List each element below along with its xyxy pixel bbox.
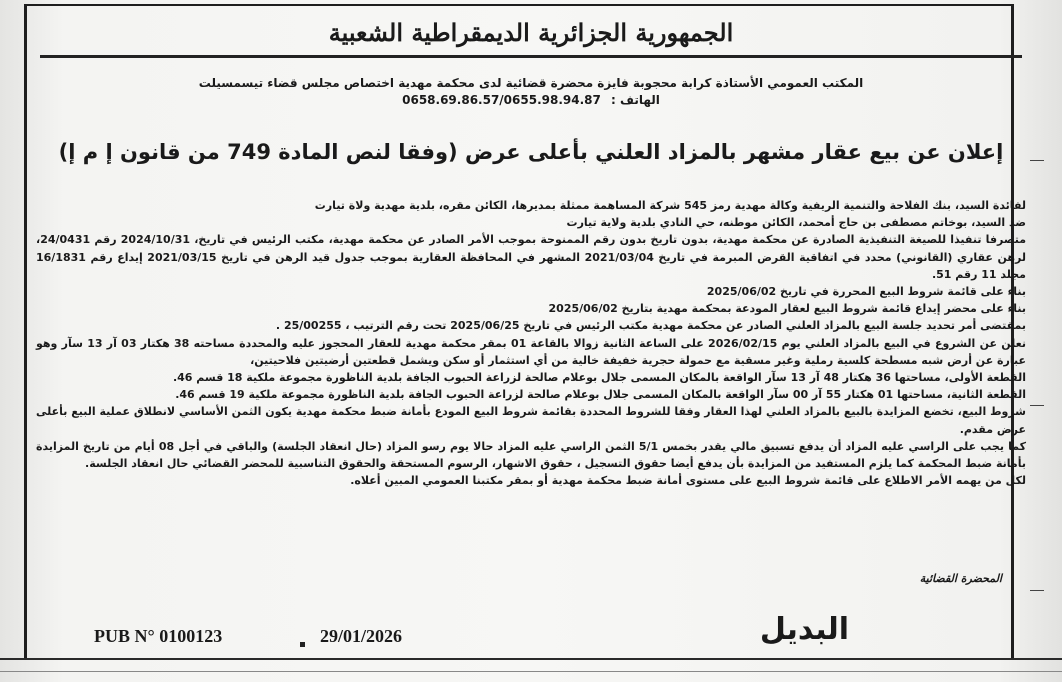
announcement-body [36,197,1026,489]
bottom-rule-thin [0,671,1062,672]
margin-mark [1030,590,1044,591]
newspaper-name: البديل [759,612,849,647]
paragraph-plot-one: القطعة الأولى، مساحتها 36 هكتار 48 آر 13 سآر الواقعة بالمكان المسمى جلال بوعلام صالحة لزراعة الحبوب الجافة بلدية الناظورة مجموعة ملكية 18 قسم 46. [172,371,1026,385]
paragraph-beneficiary: لفائدة السيد، بنك الفلاحة والتنمية الريفية وكالة مهدية رمز 545 شركة المساهمة ممثلة بمديرها، الكائن مقره، بلدية مهدية ولاة تيارت [314,199,1026,212]
paragraph-plot-two: القطعة الثانية، مساحتها 01 هكتار 55 آر 00 سآر الواقعة بالمكان المسمى جلال بوعلام صالحة لزراعة الحبوب الجافة بلدية الناظورة مجموعة ملكية 19 قسم 46. [175,388,1026,402]
paragraph-consultation: لكل من يهمه الأمر الاطلاع على قائمة شروط البيع على مستوى أمانة ضبط محكمة مهدية أو بمقر مكتبنا العمومي المبين أعلاه. [350,474,1026,488]
announcement-heading: إعلان عن بيع عقار مشهر بالمزاد العلني بأعلى عرض (وفقا لنص المادة 749 من قانون إ م إ) [58,140,1004,164]
phone-numbers: 0658.69.86.57/0655.98.94.87 [402,93,601,107]
paragraph-deposit-record: بناء على محضر إيداع قائمة شروط البيع لعقار المودعة بمحكمة مهدية بتاريخ 2025/06/02 [548,302,1026,316]
pub-number: PUB N° 0100123 [94,626,223,646]
phone-label: الهاتف : [611,93,660,107]
footer [24,590,1014,658]
paragraph-payment: كما يجب على الراسي عليه المزاد أن يدفع تسبيق مالي يقدر بخمس 5/1 الثمن الراسي عليه المزاد حالا يوم رسو المزاد (حال انعقاد الجلسة) والباقي في أجل 08 أيام من تاريخ المزايدة بأمانة ضبط المحكمة كما يلزم المستفيد من المزايدة بأن يدفع أيضا حقوق التسجيل ، حقوق الاشهار، الرسوم المستحقة والحقوق التناسبية للمحضر القضائي حال انعقاد الجلسة. [36,439,1026,471]
margin-mark [1030,405,1044,406]
publication-date: 29/01/2026 [320,626,403,646]
paragraph-debtor: ضد السيد، بوخاتم مصطفى بن حاج أمحمد، الكائن موطنه، حي النادي بلدية ولاية تيارت [566,216,1026,230]
separator-dot [300,642,305,647]
office-line: المكتب العمومي الأستاذة كرابة محجوبة فايزة محضرة قضائية لدى محكمة مهدية اختصاص مجلس قضاء تيسمسيلت [198,76,864,90]
paragraph-session-order: بمقتضى أمر تحديد جلسة البيع بالمزاد العلني الصادر عن محكمة مهدية مكتب الرئيس في تاريخ 2025/06/25 تحت رقم الترتيب ، 25/00255 . [275,319,1026,333]
paragraph-sale-start: نعلن عن الشروع في البيع بالمزاد العلني يوم 2026/02/15 على الساعة الثانية زوالا بالقاعة 01 بمقر محكمة مهدية للعقار المحجوز عليه والمحددة مساحته 38 هكتار 03 آر 13 سآر وهو عبارة عن أرض شبه مسطحة كلسية رملية وغير مسقية مع حمولة حجرية خفيفة خالية من أي استثمار أو سكن ويشمل قطعتين أرضيتين فلاحيتين، [36,336,1026,367]
bailiff-signature: المحضرة القضائية [919,572,1002,585]
republic-title: الجمهورية الجزائرية الديمقراطية الشعبية [328,18,734,47]
title-divider [40,55,1022,58]
bottom-rule [0,658,1062,660]
paragraph-sale-conditions-list: بناء على قائمة شروط البيع المحررة في تاريخ 2025/06/02 [706,285,1026,299]
margin-mark [1030,160,1044,161]
paragraph-enforcement: متصرفا تنفيذا للصيغة التنفيذية الصادرة عن محكمة مهدية، بدون تاريخ بدون رقم الممنوحة بموجب الأمر الصادر عن محكمة مهدية، مكتب الرئيس في تاريخ، 2024/10/31 رقم 24/0431، لرهن عقاري (القانوني) محدد في اتفاقية القرض المبرمة في تاريخ 2021/03/04 المشهر في المحافظة العقارية بموجب جدول قيد الرهن في تاريخ 2021/03/15 إيداع رقم 16/1831 مجلد 11 رقم 51. [36,233,1027,281]
phone-line [40,93,1022,107]
paragraph-sale-terms: شروط البيع، تخضع المزايدة بالبيع بالمزاد العلني لهذا العقار وفقا للشروط المحددة بقائمة شروط البيع المودع بأمانة ضبط محكمة مهدية يكون الثمن الأساسي لانطلاق عملية البيع بأعلى عرض مقدم. [36,405,1026,436]
